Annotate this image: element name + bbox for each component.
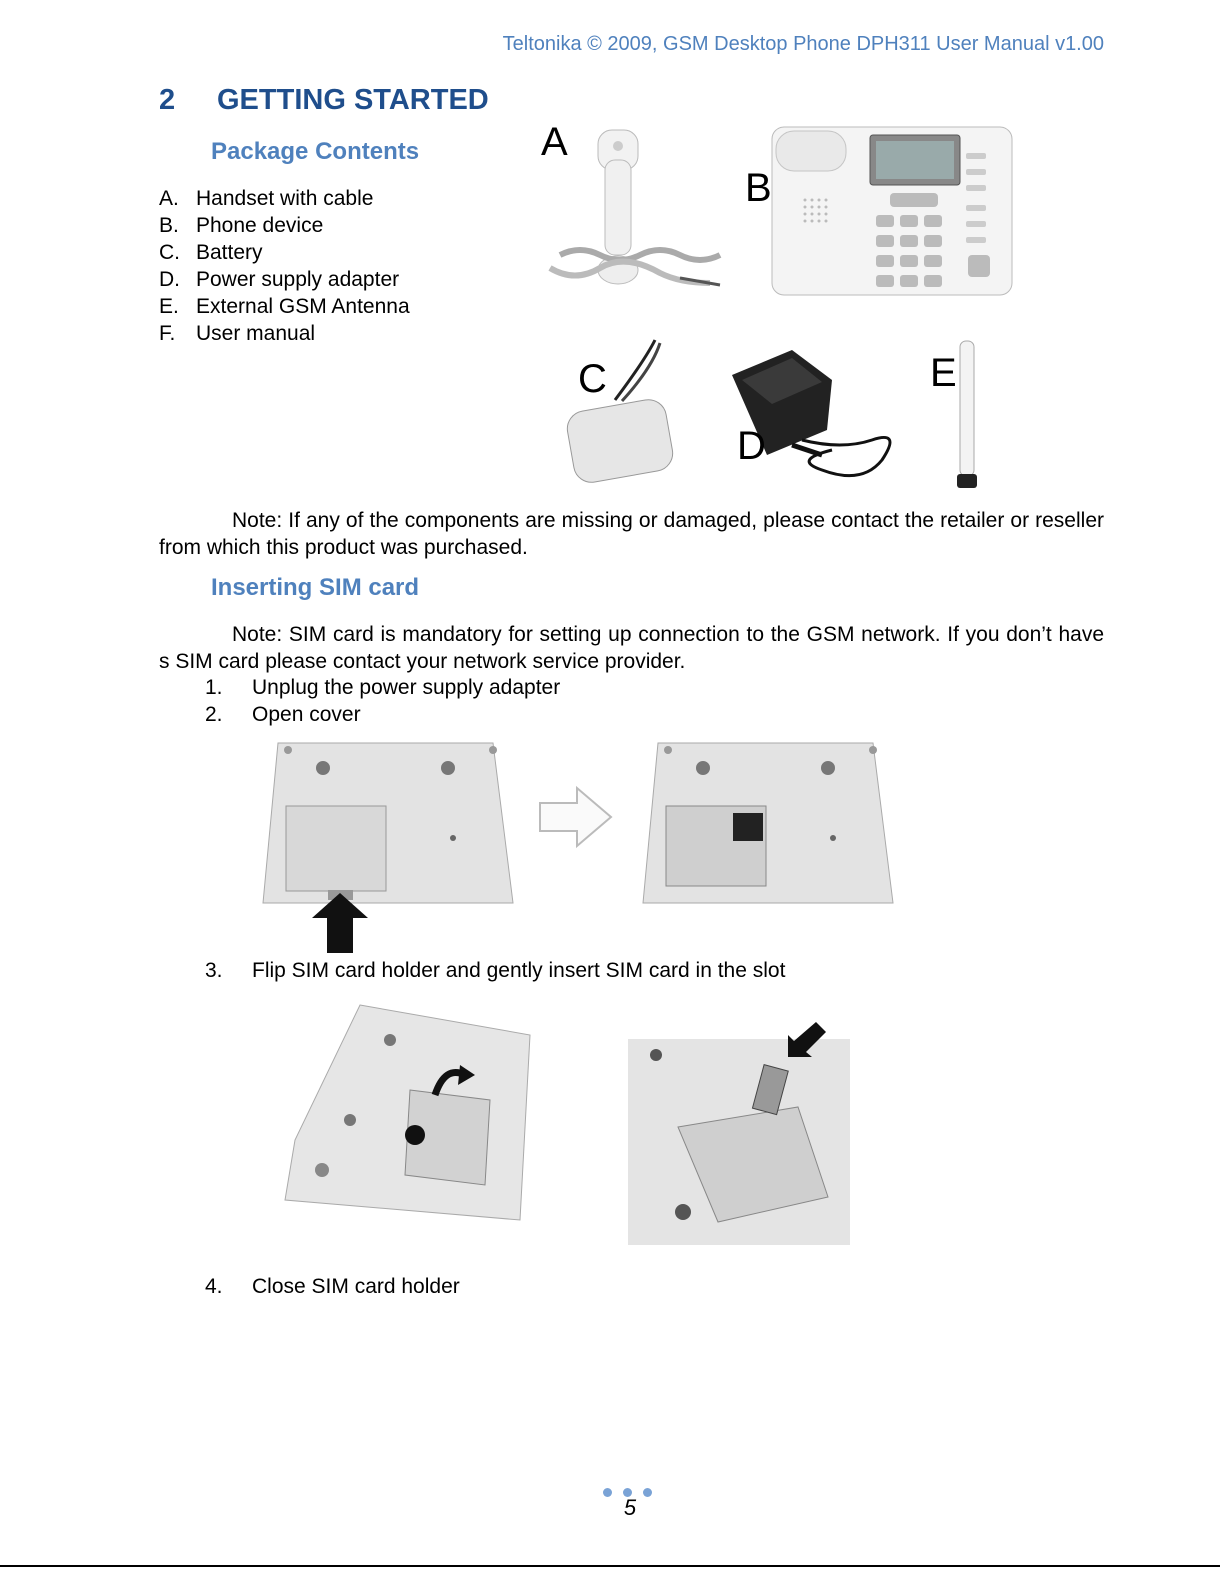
page-number: 5 <box>623 1495 637 1520</box>
list-item: E. External GSM Antenna <box>159 295 410 318</box>
running-header: Teltonika © 2009, GSM Desktop Phone DPH311 User Manual v1.00 <box>502 33 1104 55</box>
chapter-number: 2 <box>159 84 176 116</box>
figure-label-b: B <box>745 166 772 210</box>
chapter-heading <box>159 84 489 117</box>
sim-insert-illustration <box>628 1017 850 1245</box>
package-contents-list <box>159 185 410 347</box>
chapter-title: GETTING STARTED <box>217 84 489 116</box>
list-item: F. User manual <box>159 322 316 345</box>
list-item: D. Power supply adapter <box>159 268 400 291</box>
package-note: Note: If any of the components are missing or damaged, please contact the retailer or reseller from which this product was purchased. <box>159 509 1104 559</box>
list-item: A. Handset with cable <box>159 187 374 210</box>
handset-illustration <box>540 120 730 295</box>
figure-label-a: A <box>541 120 568 164</box>
list-item: C. Battery <box>159 241 263 264</box>
step-item: 3. Flip SIM card holder and gently insert SIM card in the slot <box>205 959 786 982</box>
figure-label-e: E <box>930 351 957 395</box>
right-arrow-icon <box>535 785 615 850</box>
section-heading-package-contents: Package Contents <box>211 138 420 165</box>
step-item: 2. Open cover <box>205 703 361 726</box>
figure-label-d: D <box>737 424 766 468</box>
sim-holder-flip-illustration <box>270 1000 545 1240</box>
phone-bottom-open-illustration <box>638 738 898 913</box>
phone-bottom-closed-illustration <box>258 738 518 958</box>
step-item: 4. Close SIM card holder <box>205 1275 460 1298</box>
list-item: B. Phone device <box>159 214 324 237</box>
section-heading-inserting-sim: Inserting SIM card <box>211 574 420 601</box>
step-item: 1. Unplug the power supply adapter <box>205 676 561 699</box>
figure-label-c: C <box>578 357 607 401</box>
sim-note: Note: SIM card is mandatory for setting up connection to the GSM network. If you don’t have s SIM card please contact your network service provider. <box>159 623 1104 673</box>
phone-device-illustration <box>770 125 1015 297</box>
page-bottom-rule <box>0 1565 1220 1567</box>
